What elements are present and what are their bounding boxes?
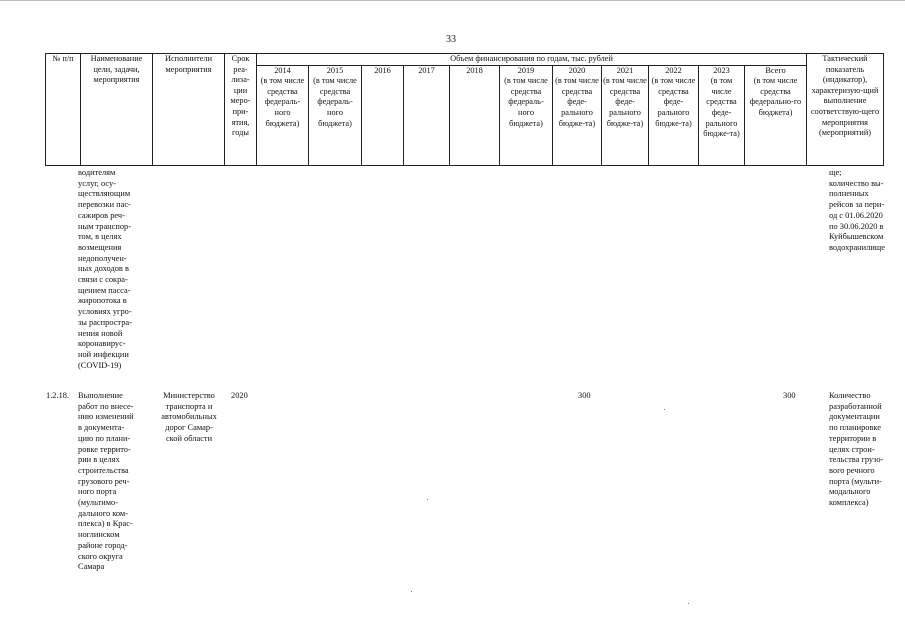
year-note: (в том числе средства феде-рального бюдже-та): [651, 76, 696, 128]
text-line: недополучен-: [78, 253, 127, 263]
header-indicator: Тактический показатель (индикатор), характеризую-щий выполнение соответствую-щего мероприятия (мероприятий): [807, 54, 884, 166]
scan-speck: [688, 603, 689, 604]
year-note: (в том числе средства федераль-ного бюджета): [504, 76, 548, 128]
year-label: 2023: [713, 65, 730, 75]
text-line: ровке террито-: [78, 444, 131, 454]
header-year-2017: [404, 65, 450, 165]
text-line: ных доходов в: [78, 264, 129, 274]
text-line: районе город-: [78, 540, 128, 550]
text-line: рейсов за пери-: [829, 200, 885, 210]
header-year-2021: [602, 65, 649, 165]
year-note: (в том числе средства феде-рального бюдже-та): [555, 76, 599, 128]
header-name: Наименование цели, задачи, мероприятия: [81, 54, 153, 166]
scan-speck: [411, 591, 412, 592]
row-value-2020: 300: [578, 391, 591, 400]
year-label: 2021: [616, 65, 634, 75]
text-line: сажиров реч-: [78, 210, 125, 220]
text-line: транспорта и: [165, 401, 213, 411]
text-line: ного порта: [78, 487, 117, 497]
text-line: ной инфекции: [78, 349, 129, 359]
text-line: щением пасса-: [78, 285, 131, 295]
page-number: 33: [446, 34, 456, 45]
text-line: вого речного: [829, 465, 875, 475]
text-line: (мультимо-: [78, 498, 119, 508]
year-label: 2020: [568, 65, 586, 75]
text-line: работ по внесе-: [78, 401, 134, 411]
text-line: ным транспор-: [78, 221, 132, 231]
year-label: Всего: [765, 65, 786, 75]
year-note: (в том числе средства феде-рального бюдже-та): [703, 76, 740, 139]
text-line: автомобильных: [161, 412, 217, 422]
text-line: полненных: [829, 189, 869, 199]
text-line: водителям: [78, 168, 116, 177]
text-line: цию по плани-: [78, 433, 131, 443]
row-number: 1.2.18.: [46, 391, 70, 400]
text-line: связи с сокра-: [78, 275, 128, 285]
text-line: по 30.06.2020 в: [829, 221, 884, 231]
text-line: перевозки пас-: [78, 200, 131, 210]
scan-speck: [664, 409, 665, 410]
text-line: водохранилище: [829, 242, 885, 252]
row-term: 2020: [231, 391, 248, 400]
text-line: по планировке: [829, 423, 882, 433]
year-note: (в том числе средства феде-рального бюдже-та): [603, 76, 647, 128]
text-line: грузового реч-: [78, 476, 130, 486]
text-line: в документа-: [78, 423, 125, 433]
text-line: модального: [829, 487, 871, 497]
year-label: 2022: [665, 65, 682, 75]
row-indicator-cell: [829, 391, 905, 509]
text-line: Министерство: [163, 391, 215, 400]
header-year-2020: [553, 65, 602, 165]
text-line: жиропотока в: [78, 296, 127, 306]
text-line: ноглинском: [78, 530, 120, 540]
year-note: (в том числе средства федераль-ного бюджета): [313, 76, 357, 128]
text-line: порта (мульти-: [829, 476, 882, 486]
header-year-2023: [699, 65, 745, 165]
text-line: ществляющим: [78, 189, 131, 199]
text-line: Количество: [829, 391, 871, 400]
year-label: 2018: [466, 65, 483, 75]
text-line: нения новой: [78, 328, 123, 338]
header-year-2015: [309, 65, 362, 165]
header-table: [45, 53, 884, 166]
header-year-2014: [257, 65, 309, 165]
header-year-2016: [362, 65, 404, 165]
row-total: 300: [783, 391, 796, 400]
text-line: дального ком-: [78, 508, 128, 518]
text-line: том, в целях: [78, 232, 122, 242]
year-note: (в том числе средства федерально-го бюджета): [749, 76, 802, 117]
header-year-2019: [500, 65, 553, 165]
text-line: документации: [829, 412, 880, 422]
continuation-indicator-cell: [829, 168, 905, 254]
header-year-2018: [450, 65, 500, 165]
year-label: 2015: [326, 65, 344, 75]
header-term: Срок реа-лиза-ции меро-при-ятия, годы: [225, 54, 257, 166]
top-border-line: [0, 0, 905, 1]
text-line: комплекса): [829, 498, 869, 508]
text-line: коронавирус-: [78, 339, 126, 349]
text-line: условиях угро-: [78, 307, 132, 317]
scan-speck: [427, 499, 428, 500]
text-line: ще;: [829, 168, 842, 177]
text-line: плекса) в Крас-: [78, 519, 133, 529]
text-line: зы распростра-: [78, 317, 132, 327]
text-line: (COVID-19): [78, 360, 122, 370]
year-label: 2014: [274, 65, 291, 75]
text-line: строительства: [78, 465, 129, 475]
year-label: 2017: [418, 65, 435, 75]
text-line: возмещения: [78, 242, 122, 252]
text-line: дорог Самар-: [165, 423, 213, 433]
text-line: Куйбышевском: [829, 232, 884, 242]
year-label: 2016: [374, 65, 391, 75]
text-line: Самара: [78, 562, 105, 572]
row-executor-cell: [153, 391, 225, 445]
text-line: нию изменений: [78, 412, 134, 422]
header-funding: Объем финансирования по годам, тыс. рублей: [257, 54, 807, 66]
header-year-2022: [649, 65, 699, 165]
row-name-cell: [78, 391, 150, 573]
year-note: (в том числе средства федераль-ного бюджета): [260, 76, 305, 128]
text-line: количество вы-: [829, 178, 884, 188]
continuation-name-cell: [78, 168, 148, 371]
header-num: № п/п: [46, 54, 81, 166]
text-line: услуг, осу-: [78, 178, 116, 188]
text-line: рии в целях: [78, 455, 120, 465]
text-line: Выполнение: [78, 391, 123, 400]
text-line: ской области: [165, 433, 213, 443]
header-total: [745, 65, 807, 165]
text-line: целях строи-: [829, 444, 875, 454]
text-line: тельства грузо-: [829, 455, 884, 465]
year-label: 2019: [517, 65, 535, 75]
text-line: ского округа: [78, 551, 123, 561]
text-line: од с 01.06.2020: [829, 210, 883, 220]
text-line: территории в: [829, 433, 877, 443]
header-executors: Исполнители мероприятия: [153, 54, 225, 166]
text-line: разработанной: [829, 401, 882, 411]
